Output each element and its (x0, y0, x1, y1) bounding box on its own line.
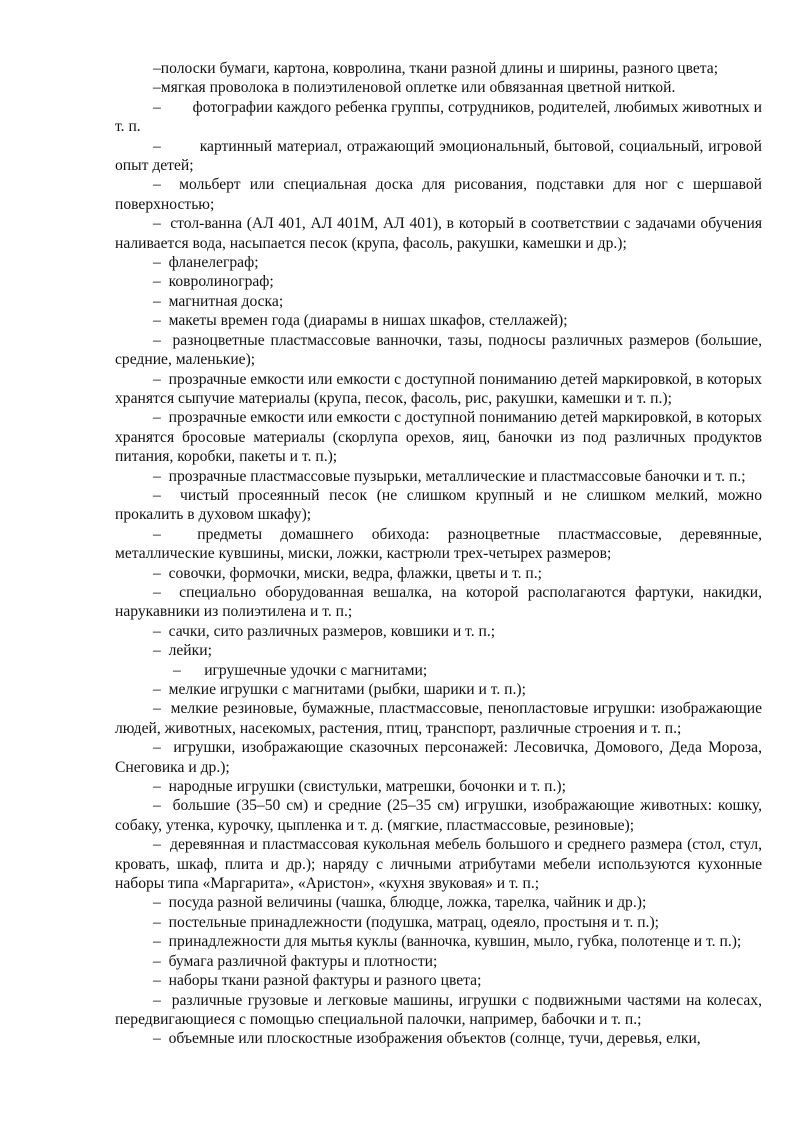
list-item: – бумага различной фактуры и плотности; (153, 952, 438, 970)
list-item: – игрушки, изображающие сказочных персонажей: Лесовичка, Домового, Деда Мороза, Снеговика и др.); (115, 739, 762, 776)
list-item: – большие (35–50 см) и средние (25–35 см) игрушки, изображающие животных: кошку, собаку, утенка, курочку, цыпленка и т. д. (мягкие, пластмассовые, резиновые); (115, 797, 762, 834)
list-item: – макеты времен года (диарамы в нишах шкафов, стеллажей); (153, 312, 568, 330)
list-item: – объемные или плоскостные изображения объектов (солнце, тучи, деревья, елки, (153, 1030, 701, 1048)
list-item: – постельные принадлежности (подушка, матрац, одеяло, простыня и т. п.); (153, 913, 659, 931)
list-item: – разноцветные пластмассовые ванночки, тазы, подносы различных размеров (большие, средние, маленькие); (115, 331, 762, 369)
list-item: – мольберт или специальная доска для рисования, подставки для ног с шершавой поверхностью; (115, 176, 762, 213)
list-item: – различные грузовые и легковые машины, игрушки с подвижными частями на колесах, передвигающиеся с помощью специальной палочки, например, бабочки и т. п.; (115, 991, 762, 1028)
list-item: – стол-ванна (АЛ 401, АЛ 401М, АЛ 401), в который в соответствии с задачами обучения наливается вода, насыпается песок (крупа, фасоль, ракушки, камешки и др.); (115, 215, 762, 252)
list-item: – ковролинограф; (153, 273, 274, 291)
list-item: – картинный материал, отражающий эмоциональный, бытовой, социальный, игровой опыт детей; (115, 137, 762, 175)
list-item: – деревянная и пластмассовая кукольная мебель большого и среднего размера (стол, стул, кровать, шкаф, плита и др.); наряду с личными атрибутами мебели используются кухонные наборы типа «Маргарита», «Аристон», «кухня звуковая» и т. п.; (115, 836, 762, 893)
list-item: – магнитная доска; (153, 292, 284, 310)
list-item: – принадлежности для мытья куклы (ванночка, кувшин, мыло, губка, полотенце и т. п.); (153, 933, 742, 951)
list-item: – посуда разной величины (чашка, блюдце, ложка, тарелка, чайник и др.); (153, 894, 647, 912)
list-item: – сачки, сито различных размеров, ковшики и т. п.; (153, 622, 496, 640)
list-item: – прозрачные пластмассовые пузырьки, металлические и пластмассовые баночки и т. п.; (153, 467, 746, 485)
list-item: – мелкие резиновые, бумажные, пластмассовые, пенопластовые игрушки: изображающие людей, животных, насекомых, растения, птиц, транспорт, различные строения и т. п.; (115, 700, 762, 737)
list-item: – специально оборудованная вешалка, на которой располагаются фартуки, накидки, нарукавники из полиэтилена и т. п.; (115, 583, 762, 621)
list-item: – прозрачные емкости или емкости с доступной пониманию детей маркировкой, в которых хранятся сыпучие материалы (крупа, песок, фасоль, рис, ракушки, камешки и т. п.); (115, 370, 762, 407)
list-item: – игрушечные удочки с магнитами; (173, 661, 428, 679)
list-item: – мелкие игрушки с магнитами (рыбки, шарики и т. п.); (153, 681, 526, 698)
list-item: –мягкая проволока в полиэтиленовой оплетке или обвязанная цветной ниткой. (153, 79, 676, 97)
list-item: – прозрачные емкости или емкости с доступной пониманию детей маркировкой, в которых хранятся бросовые материалы (скорлупа орехов, яиц, баночки из под различных продуктов питания, коробки, пакеты и т. п.); (115, 409, 762, 466)
list-item: –полоски бумаги, картона, ковролина, ткани разной длины и ширины, разного цвета; (153, 60, 719, 77)
list-item: – чистый просеянный песок (не слишком крупный и не слишком мелкий, можно прокалить в духовом шкафу); (115, 486, 762, 524)
list-item: – фланелеграф; (153, 254, 259, 272)
list-item: – фотографии каждого ребенка группы, сотрудников, родителей, любимых животных и т. п. (115, 98, 762, 136)
list-item: – народные игрушки (свистульки, матрешки, бочонки и т. п.); (153, 778, 566, 796)
list-item: – совочки, формочки, миски, ведра, флажки, цветы и т. п.; (153, 564, 542, 582)
list-item: – лейки; (153, 642, 212, 660)
list-item: – предметы домашнего обихода: разноцветные пластмассовые, деревянные, металлические кувшины, миски, ложки, кастрюли трех-четырех размеров; (115, 525, 762, 563)
list-item: – наборы ткани разной фактуры и разного цвета; (153, 972, 482, 990)
